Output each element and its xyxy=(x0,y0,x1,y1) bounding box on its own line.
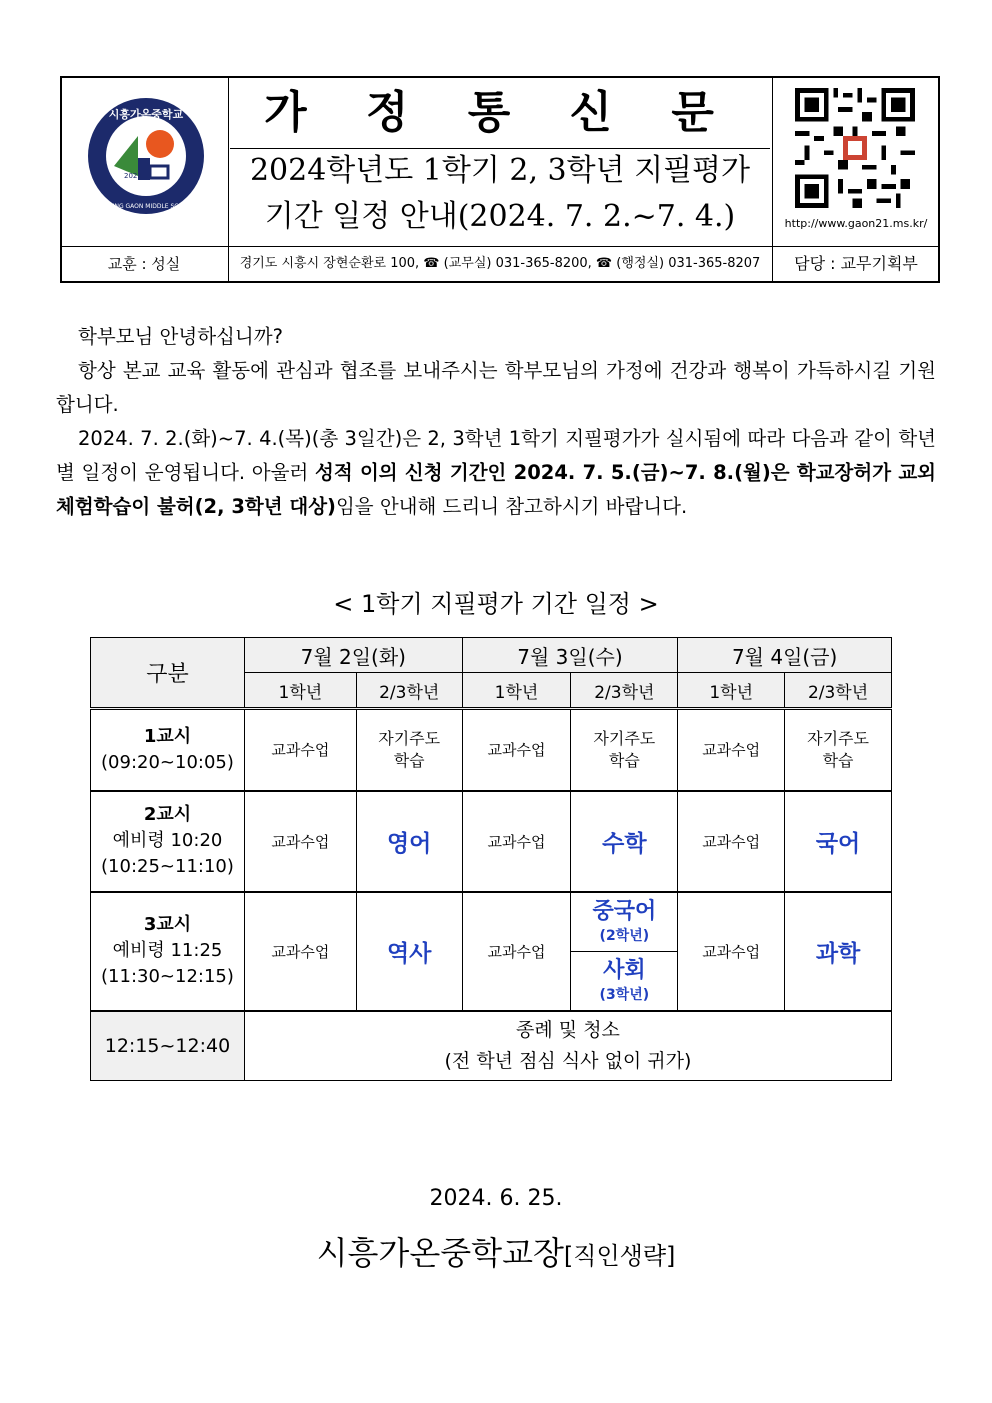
logo-korean-name: 시흥가온중학교 xyxy=(108,108,184,121)
signer-name: 시흥가온중학교장 xyxy=(316,1234,564,1272)
issue-date: 2024. 6. 25. xyxy=(429,1186,563,1211)
signer xyxy=(0,1228,992,1274)
notice-text: 2024. 7. 2.(화)~7. 4.(목)(총 3일간)은 2, 3학년 1학기 지필평가가 실시됨에 따라 다음과 같이 학년별 일정이 운영됩니다. 아울러 xyxy=(56,427,936,484)
paragraph-wishes: 항상 본교 교육 활동에 관심과 협조를 보내주시는 학부모님의 가정에 건강과 행복이 가득하시길 기원합니다. xyxy=(56,359,936,416)
grade-header: 1학년 xyxy=(244,673,356,709)
qr-code[interactable] xyxy=(795,88,915,208)
period-time: (10:25~11:10) xyxy=(101,856,234,877)
schedule-title: < 1학기 지필평가 기간 일정 > xyxy=(333,590,659,618)
school-url[interactable]: http://www.gaon21.ms.kr/ xyxy=(784,217,928,230)
exam-subject-cell: 수학 xyxy=(571,791,678,892)
dismissal-time: 12:15~12:40 xyxy=(91,1011,245,1081)
general-class-cell: 교과수업 xyxy=(244,892,356,1011)
period-cell xyxy=(91,791,245,892)
logo-year: 2021 xyxy=(124,172,142,180)
corner-header: 구분 xyxy=(91,638,245,709)
day-header: 7월 4일(금) xyxy=(678,638,892,673)
period-time: (09:20~10:05) xyxy=(101,751,234,773)
general-class-cell: 교과수업 xyxy=(462,709,571,791)
exam-subject-cell: 국어 xyxy=(785,791,892,892)
self-study-cell: 자기주도 학습 xyxy=(785,709,892,791)
exam-subject-split-cell xyxy=(571,952,678,1011)
document-title: 가 정 통 신 문 xyxy=(264,87,736,138)
general-class-cell: 교과수업 xyxy=(462,791,571,892)
table-row xyxy=(91,791,892,892)
period-name: 1교시 xyxy=(143,725,192,747)
responsible-dept: 담당 : 교무기획부 xyxy=(794,254,918,273)
exam-subject: 중국어 xyxy=(592,898,657,924)
greeting: 학부모님 안녕하십니까? xyxy=(78,325,283,348)
dismissal-line-2: (전 학년 점심 식사 없이 귀가) xyxy=(444,1049,692,1072)
exam-subject-split-cell xyxy=(571,892,678,952)
period-name: 2교시 xyxy=(143,804,192,825)
day-header: 7월 3일(수) xyxy=(462,638,678,673)
school-motto: 교훈 : 성실 xyxy=(107,255,181,273)
seal-omitted-note: [직인생략] xyxy=(563,1242,676,1270)
table-row xyxy=(91,709,892,791)
school-address: 경기도 시흥시 장현순환로 100, ☎ (교무실) 031-365-8200, ☎ (행정실) 031-365-8207 xyxy=(239,256,761,271)
subtitle-line-2: 기간 일정 안내(2024. 7. 2.~7. 4.) xyxy=(264,199,736,234)
notice-bold-text: 성적 이의 신청 기간인 2024. 7. 5.(금)~7. 8.(월)은 학교장허가 교외체험학습이 불허(2, 3학년 대상) xyxy=(56,461,936,518)
grade-note: (2학년) xyxy=(599,927,650,944)
grade-note: (3학년) xyxy=(599,986,650,1003)
paragraph-schedule-notice xyxy=(56,422,936,524)
self-study-cell: 자기주도 학습 xyxy=(571,709,678,791)
grade-header: 1학년 xyxy=(462,673,571,709)
day-header: 7월 2일(화) xyxy=(244,638,462,673)
table-row xyxy=(91,638,892,673)
exam-subject-cell: 역사 xyxy=(356,892,462,1011)
general-class-cell: 교과수업 xyxy=(678,791,785,892)
logo-english-name: SIHEUNG GAON MIDDLE SCHOOL xyxy=(96,203,196,210)
dismissal-note xyxy=(244,1011,891,1081)
general-class-cell: 교과수업 xyxy=(678,709,785,791)
letter-body xyxy=(56,320,936,524)
exam-subject-cell: 영어 xyxy=(356,791,462,892)
period-name: 3교시 xyxy=(143,914,192,935)
document-subtitle xyxy=(228,148,772,240)
period-cell xyxy=(91,709,245,791)
grade-header: 2/3학년 xyxy=(571,673,678,709)
grade-header: 1학년 xyxy=(678,673,785,709)
general-class-cell: 교과수업 xyxy=(244,709,356,791)
period-bell: 예비령 11:25 xyxy=(112,940,223,961)
dismissal-line-1: 종례 및 청소 xyxy=(516,1018,620,1041)
general-class-cell: 교과수업 xyxy=(244,791,356,892)
grade-header: 2/3학년 xyxy=(356,673,462,709)
table-row xyxy=(91,892,892,952)
exam-schedule-table xyxy=(90,637,892,1081)
self-study-cell: 자기주도 학습 xyxy=(356,709,462,791)
period-cell xyxy=(91,892,245,1011)
notice-text-end: 임을 안내해 드리니 참고하시기 바랍니다. xyxy=(335,495,688,518)
exam-subject: 사회 xyxy=(603,957,646,983)
general-class-cell: 교과수업 xyxy=(462,892,571,1011)
period-time: (11:30~12:15) xyxy=(101,966,234,987)
period-bell: 예비령 10:20 xyxy=(112,830,223,851)
exam-subject-cell: 과학 xyxy=(785,892,892,1011)
general-class-cell: 교과수업 xyxy=(678,892,785,1011)
school-logo xyxy=(86,96,206,216)
subtitle-line-1: 2024학년도 1학기 2, 3학년 지필평가 xyxy=(249,153,751,188)
grade-header: 2/3학년 xyxy=(785,673,892,709)
table-row xyxy=(91,1011,892,1081)
